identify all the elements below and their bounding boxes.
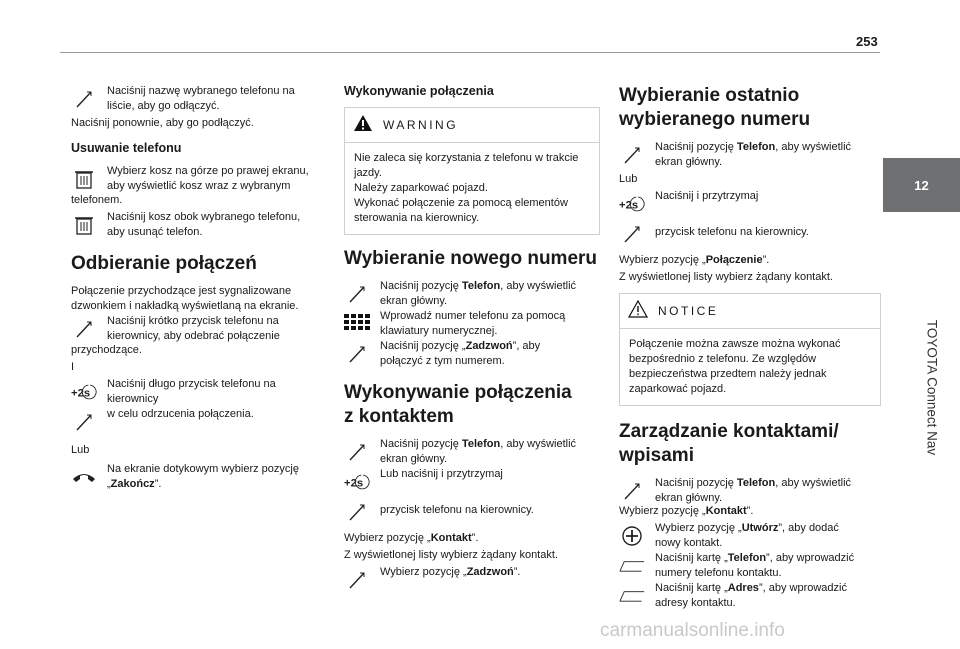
heading-usuwanie: Usuwanie telefonu: [71, 141, 182, 155]
text-line: Naciśnij krótko przycisk telefonu na: [107, 315, 279, 327]
warning-body: [345, 143, 599, 234]
heading-line: wybieranego numeru: [619, 109, 811, 130]
notice-icon: [628, 300, 648, 323]
warning-icon: [353, 114, 373, 137]
step-hold: [344, 467, 600, 497]
svg-text:+2s: +2s: [344, 477, 364, 490]
hang-up-icon: [71, 464, 97, 490]
text-line: liście, aby go odłączyć.: [107, 100, 220, 112]
step-tab-telefon: [619, 551, 881, 581]
step-tab-adres: [619, 581, 881, 611]
step-trash-2: [71, 210, 329, 240]
text-line: Wybierz pozycję „Kontakt”.: [344, 532, 479, 544]
tap-icon: [619, 478, 645, 504]
column-3: [619, 84, 881, 611]
step-utworz: [619, 521, 881, 551]
heading-nowego-numeru: Wybieranie nowego numeru: [344, 248, 598, 269]
text-line: kierownicy, aby odebrać połączenie: [107, 330, 280, 342]
text-line: aby usunąć telefon.: [107, 226, 203, 238]
text-line: Naciśnij pozycję Telefon, aby wyświetlić: [380, 280, 577, 292]
step-call-contact: [344, 565, 600, 595]
tap-icon: [344, 499, 370, 525]
notice-body: [620, 329, 880, 405]
text-line: I: [71, 361, 75, 373]
long-press-icon: [344, 469, 370, 495]
tap-icon: [71, 86, 97, 112]
column-1: [71, 84, 329, 492]
step-reject: [71, 377, 329, 407]
tap-icon: [344, 439, 370, 465]
text-line: przycisk telefonu na kierownicy.: [655, 226, 809, 238]
text-line: Naciśnij pozycję Telefon, aby wyświetlić: [380, 438, 577, 450]
trash-icon: [71, 166, 97, 192]
header-rule: [60, 52, 880, 53]
step-hangup: [71, 462, 329, 492]
notice-label: NOTICE: [658, 303, 719, 318]
text-line: Wybierz pozycję „Kontakt”.: [619, 505, 754, 517]
text-line: Wykonać połączenie za pomocą elementów sterowania na kierownicy.: [354, 197, 568, 224]
text-line: Wybierz pozycję „Połączenie”.: [619, 254, 770, 266]
step-reject-tap: [71, 407, 329, 437]
tap-icon: [344, 281, 370, 307]
step-answer: [71, 314, 329, 344]
text-line: w celu odrzucenia połączenia.: [107, 408, 254, 420]
tap-icon: [71, 409, 97, 435]
step-steering: [344, 497, 600, 527]
text-line: aby wyświetlić kosz wraz z wybranym: [107, 180, 291, 192]
text-line: przycisk telefonu na kierownicy.: [380, 504, 534, 516]
text-line: Z wyświetlonej listy wybierz żądany kontakt.: [344, 549, 558, 561]
text-line: ekran główny.: [655, 492, 723, 504]
text-line: adresy kontaktu.: [655, 597, 736, 609]
step-zadzwon: [344, 339, 600, 369]
text-line: Wprowadź numer telefonu za pomocą: [380, 310, 566, 322]
svg-text:+2s: +2s: [71, 387, 91, 400]
warning-label: WARNING: [383, 117, 459, 132]
warning-header: [345, 108, 599, 143]
svg-text:+2s: +2s: [619, 199, 639, 212]
keypad-icon: [344, 311, 370, 337]
text-line: Należy zaparkować pojazd.: [354, 182, 488, 194]
text-line: Lub naciśnij i przytrzymaj: [380, 468, 503, 480]
text-line: Naciśnij pozycję Telefon, aby wyświetlić: [655, 477, 852, 489]
step-telefon-4: [619, 476, 881, 506]
text-line: Z wyświetlonej listy wybierz żądany kontakt.: [619, 271, 833, 283]
paragraph: Połączenie przychodzące jest sygnalizowane dzwonkiem i nakładką wyświetlaną na ekranie.: [71, 285, 299, 312]
step-disconnect: [71, 84, 329, 114]
text-line: Naciśnij kartę „Adres”, aby wprowadzić: [655, 582, 847, 594]
text-line: Naciśnij ponownie, aby go podłączyć.: [71, 117, 254, 129]
text-line: ekran główny.: [380, 295, 448, 307]
text-line: Wybierz pozycję „Zadzwoń”.: [380, 566, 521, 578]
long-press-icon: [71, 379, 97, 405]
text-line: numery telefonu kontaktu.: [655, 567, 782, 579]
text-line: Nie zaleca się korzystania z telefonu w trakcie jazdy.: [354, 152, 579, 179]
text-line: Naciśnij długo przycisk telefonu na: [107, 378, 276, 390]
step-telefon: [344, 279, 600, 309]
heading-line: z kontaktem: [344, 406, 454, 427]
heading-z-kontaktem: [344, 381, 600, 429]
text-line: ekran główny.: [655, 156, 723, 168]
step-trash-1: [71, 164, 329, 194]
text-line: nowy kontakt.: [655, 537, 723, 549]
heading-kontakty: [619, 420, 881, 468]
tab-card-icon: [619, 553, 645, 579]
notice-box: [619, 293, 881, 406]
step-hold-2: [619, 189, 881, 219]
tap-icon: [619, 221, 645, 247]
heading-line: Zarządzanie kontaktami/: [619, 421, 839, 442]
tap-icon: [619, 142, 645, 168]
text-line: Wybierz pozycję „Utwórz”, aby dodać: [655, 522, 839, 534]
column-2: [344, 84, 600, 595]
step-keypad: [344, 309, 600, 339]
text-line: Naciśnij i przytrzymaj: [655, 190, 759, 202]
heading-line: wpisami: [619, 445, 694, 466]
chapter-title: TOYOTA Connect Nav: [924, 319, 940, 456]
text-line: przychodzące.: [71, 344, 142, 356]
add-icon: [619, 523, 645, 549]
text-line: Naciśnij kartę „Telefon”, aby wprowadzić: [655, 552, 855, 564]
text-line: ekran główny.: [380, 453, 448, 465]
watermark: carmanualsonline.info: [600, 620, 785, 641]
page-number: 253: [856, 34, 878, 49]
heading-wykonywanie: Wykonywanie połączenia: [344, 84, 494, 98]
heading-odbieranie: Odbieranie połączeń: [71, 253, 257, 274]
text-line: kierownicy: [107, 393, 159, 405]
text-line: Naciśnij kosz obok wybranego telefonu,: [107, 211, 301, 223]
long-press-icon: [619, 191, 645, 217]
step-steering-2: [619, 219, 881, 249]
heading-line: Wybieranie ostatnio: [619, 85, 800, 106]
tab-card-icon: [619, 583, 645, 609]
text-line: klawiatury numerycznej.: [380, 325, 498, 337]
text-line: Wybierz kosz na górze po prawej ekranu,: [107, 165, 309, 177]
heading-ostatnio: [619, 84, 881, 132]
step-telefon-2: [344, 437, 600, 467]
step-telefon-3: [619, 140, 881, 170]
chapter-tab[interactable]: 12: [883, 158, 960, 212]
text-line: Naciśnij nazwę wybranego telefonu na: [107, 85, 295, 97]
heading-line: Wykonywanie połączenia: [344, 382, 572, 403]
text-line: „Zakończ”.: [107, 478, 162, 490]
text-line: Naciśnij pozycję Telefon, aby wyświetlić: [655, 141, 852, 153]
trash-icon: [71, 212, 97, 238]
tap-icon: [71, 316, 97, 342]
text-line: Połączenie można zawsze można wykonać bezpośrednio z telefonu. Ze względów bezpieczeństwa przedtem należy jednak zaparkować pojazd.: [629, 338, 841, 395]
tap-icon: [344, 341, 370, 367]
text-line: Lub: [619, 173, 638, 185]
text-line: Na ekranie dotykowym wybierz pozycję: [107, 463, 299, 475]
tap-icon: [344, 567, 370, 593]
text-line: Lub: [71, 444, 90, 456]
text-line: Naciśnij pozycję „Zadzwoń”, aby: [380, 340, 541, 352]
notice-header: [620, 294, 880, 329]
text-line: połączyć z tym numerem.: [380, 355, 505, 367]
text-line: telefonem.: [71, 194, 123, 206]
warning-box: [344, 107, 600, 235]
